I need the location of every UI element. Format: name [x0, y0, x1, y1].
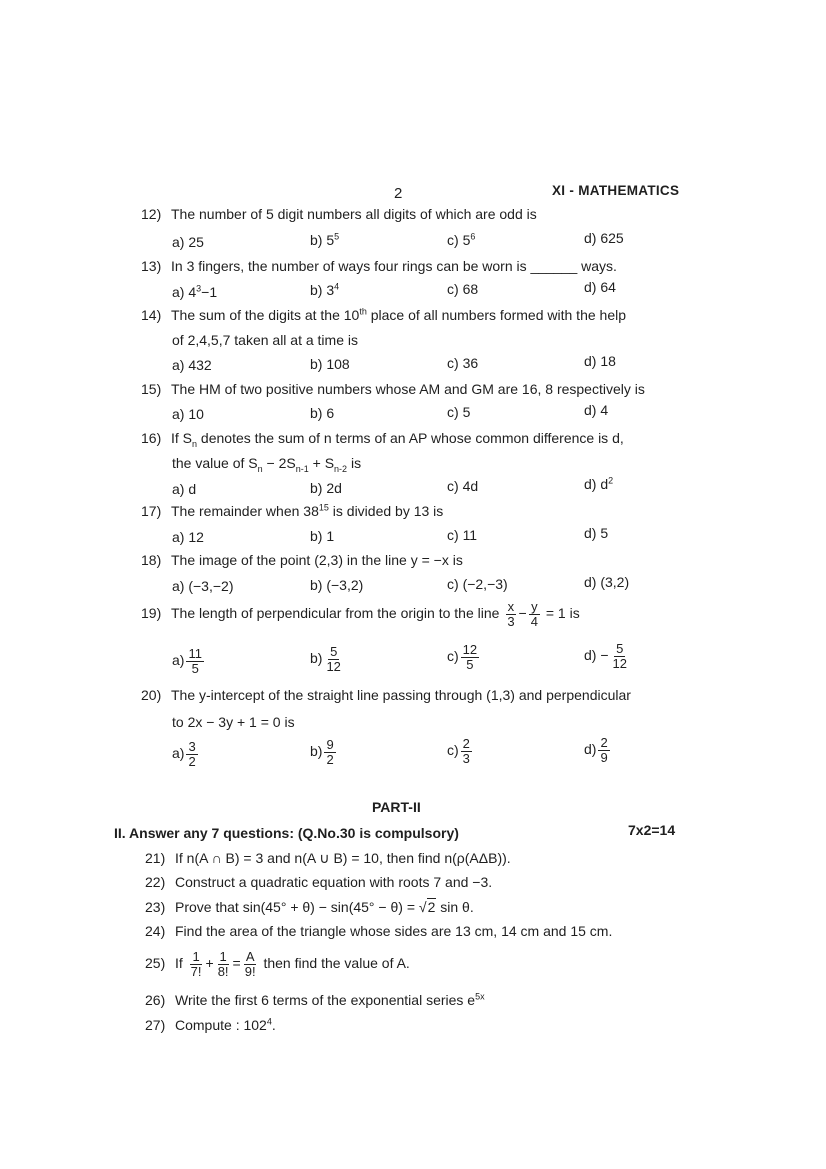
- q16-option-d: d) $d^2$: [584, 475, 614, 492]
- q16-option-a: a) d: [172, 481, 197, 497]
- q18-option-b: b) (−3,2): [310, 577, 364, 593]
- q12-option-d: d) 625: [584, 230, 624, 246]
- q20-option-d: d) $\frac{2}{9}$: [584, 735, 608, 765]
- sqrt-2: √2: [418, 899, 436, 915]
- q19-option-b: b) $\frac{5}{12}$: [310, 644, 341, 674]
- question-20-line2: to 2x − 3y + 1 = 0 is: [172, 714, 295, 730]
- q18-option-c: c) (−2,−3): [447, 576, 508, 592]
- question-20: 20) The y-intercept of the straight line passing through (1,3) and perpendicular: [141, 687, 631, 703]
- q15-option-b: b) 6: [310, 405, 335, 421]
- page-number: 2: [394, 185, 403, 202]
- q13-option-a: a) $4^3-1$: [172, 283, 218, 300]
- q12-option-c: c) $5^6$: [447, 231, 476, 248]
- q13-option-d: d) 64: [584, 279, 616, 295]
- q15-option-d: d) 4: [584, 402, 609, 418]
- q19-option-a: a) $\frac{11}{5}$: [172, 646, 202, 676]
- question-22: 22) Construct a quadratic equation with roots 7 and −3.: [145, 874, 493, 890]
- q15-option-a: a) 10: [172, 406, 204, 422]
- question-24: 24) Find the area of the triangle whose sides are 13 cm, 14 cm and 15 cm.: [145, 923, 613, 939]
- q17-option-c: c) 11: [447, 527, 478, 543]
- q20-option-b: b) $\frac{9}{2}$: [310, 737, 334, 767]
- question-18: 18) The image of the point (2,3) in the line y = −x is: [141, 552, 463, 568]
- question-25: 25) If $\frac{1}{7!}$ + $\frac{1}{8!}$ = $\frac{A}{9!}$ then find the value of A.: [145, 949, 410, 979]
- question-16: 16) If $S_n$ denotes the sum of n terms of an AP whose common difference is d,: [141, 430, 624, 449]
- q12-option-b: b) $5^5$: [310, 231, 340, 248]
- part-2-title: PART-II: [372, 799, 421, 815]
- q18-option-a: a) (−3,−2): [172, 578, 234, 594]
- question-23: 23) Prove that sin(45° + θ) − sin(45° − θ) = √2 sin θ.: [145, 899, 474, 915]
- question-15: 15) The HM of two positive numbers whose AM and GM are 16, 8 respectively is: [141, 381, 645, 397]
- q15-option-c: c) 5: [447, 404, 471, 420]
- q12-option-a: a) 25: [172, 234, 204, 250]
- question-26: 26) Write the first 6 terms of the exponential series $e^{5x}$: [145, 991, 485, 1008]
- question-17: 17) The remainder when $38^{15}$ is divided by 13 is: [141, 502, 444, 519]
- q17-option-b: b) 1: [310, 528, 335, 544]
- q19-option-d: d) − $\frac{5}{12}$: [584, 641, 627, 671]
- q14-option-c: c) 36: [447, 355, 479, 371]
- question-19: 19) The length of perpendicular from the origin to the line $\frac{x}{3}$ − $\frac{y}{4}$ = 1 is: [141, 599, 580, 629]
- q16-option-c: c) 4d: [447, 478, 479, 494]
- question-21: 21) If n(A ∩ B) = 3 and n(A ∪ B) = 10, then find n(ρ(AΔB)).: [145, 850, 511, 866]
- q17-option-a: a) 12: [172, 529, 204, 545]
- question-12: 12) The number of 5 digit numbers all digits of which are odd is: [141, 206, 537, 222]
- section-2-marks: 7x2=14: [628, 822, 676, 838]
- q14-option-a: a) 432: [172, 357, 212, 373]
- subject-title: XI - MATHEMATICS: [552, 183, 680, 198]
- section-2-instruction: II. Answer any 7 questions: (Q.No.30 is compulsory): [114, 825, 459, 841]
- q19-frac-y4: $\frac{y}{4}$: [530, 599, 538, 629]
- q17-option-d: d) 5: [584, 525, 609, 541]
- q13-option-b: b) $3^4$: [310, 281, 340, 298]
- q14-option-b: b) 108: [310, 356, 350, 372]
- q20-option-a: a) $\frac{3}{2}$: [172, 739, 196, 769]
- q19-frac-x3: $\frac{x}{3}$: [507, 599, 515, 629]
- q13-option-c: c) 68: [447, 281, 479, 297]
- question-27: 27) Compute : $102^4$.: [145, 1016, 276, 1033]
- q19-option-c: c) $\frac{12}{5}$: [447, 642, 478, 672]
- question-14-line2: of 2,4,5,7 taken all at a time is: [172, 332, 358, 348]
- q18-option-d: d) (3,2): [584, 574, 630, 590]
- question-13: 13) In 3 fingers, the number of ways four rings can be worn is ______ ways.: [141, 258, 617, 274]
- question-14: 14) The sum of the digits at the 10th place of all numbers formed with the help: [141, 306, 626, 323]
- q20-option-c: c) $\frac{2}{3}$: [447, 736, 470, 766]
- q14-option-d: d) 18: [584, 353, 616, 369]
- question-16-line2: the value of $S_n - 2S_{n-1} + S_{n-2}$ is: [172, 455, 362, 474]
- q16-option-b: b) 2d: [310, 480, 342, 496]
